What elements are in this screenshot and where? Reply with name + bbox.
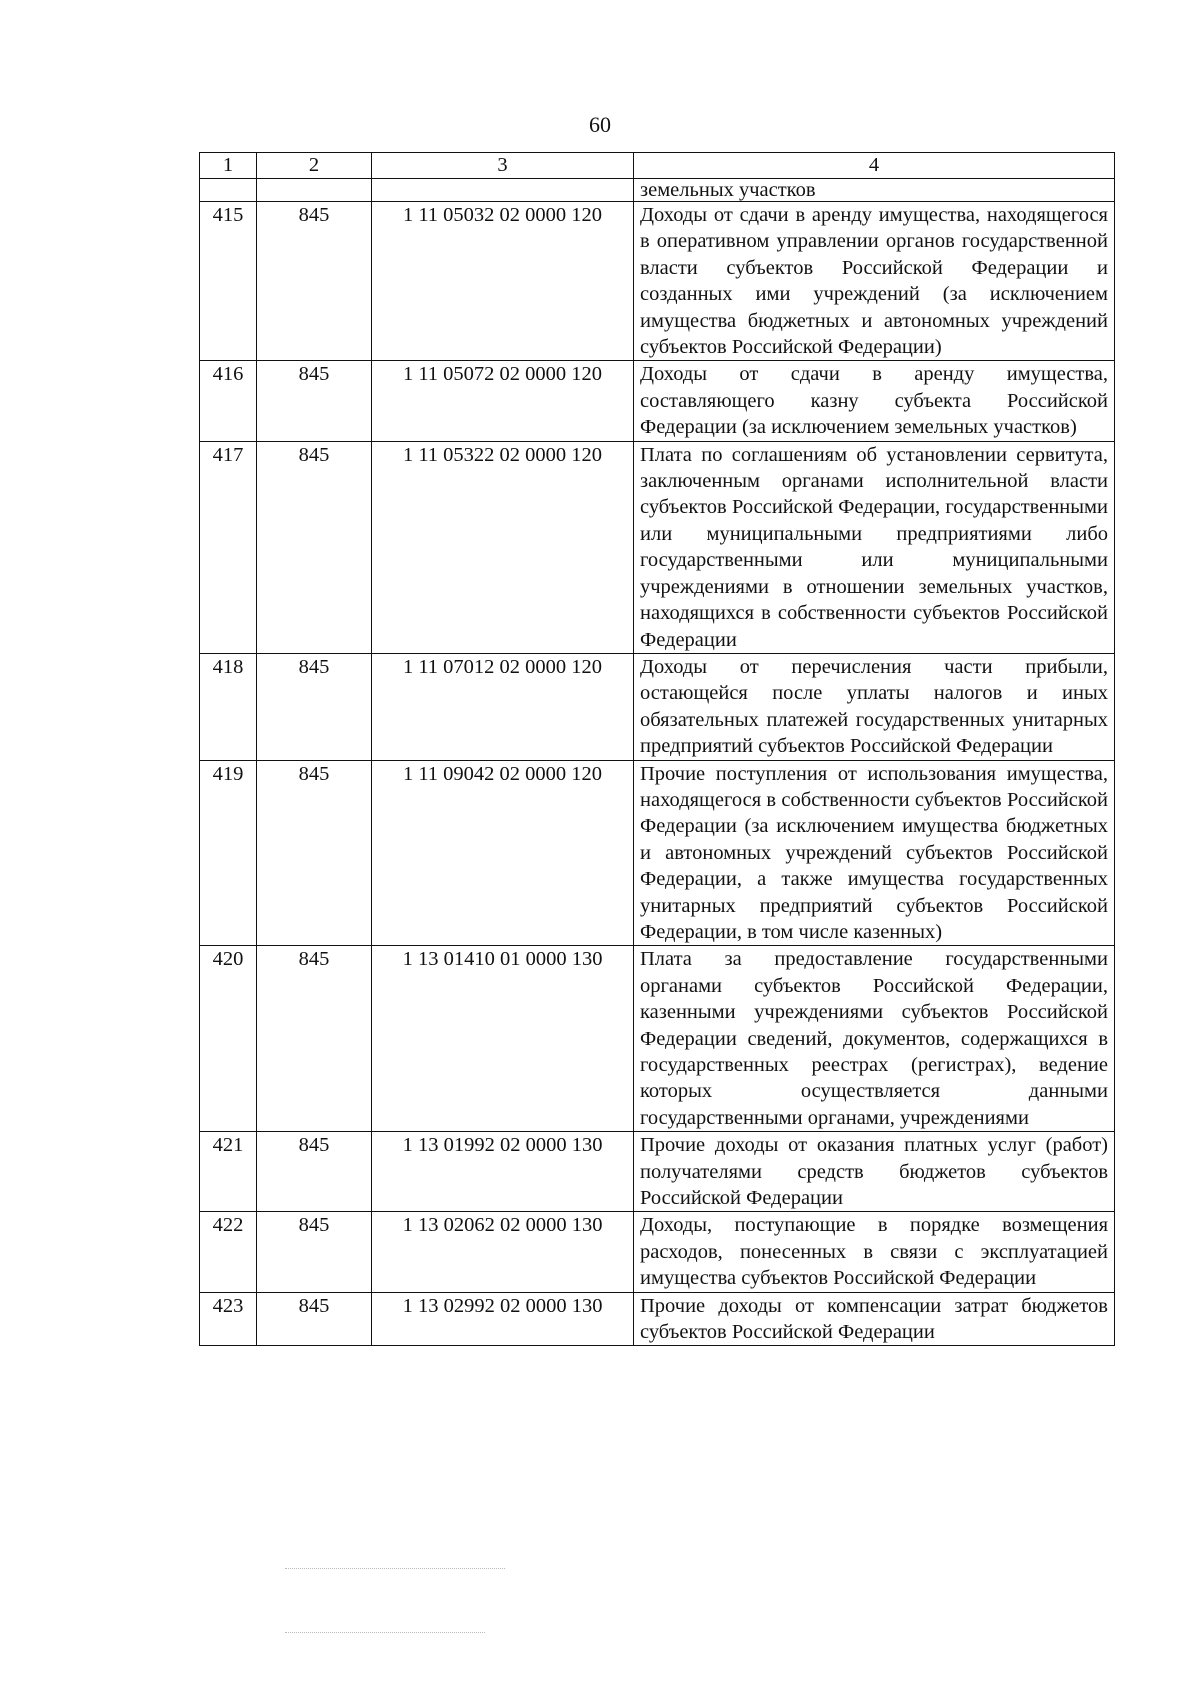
- table-row: [200, 361, 1115, 441]
- row-number: 419: [200, 760, 257, 946]
- column-header-2: 2: [257, 153, 372, 179]
- admin-code: 845: [257, 441, 372, 653]
- income-name: Доходы от перечисления части прибыли, остающейся после уплаты налогов и иных обязательных платежей государственных унитарных предприятий субъектов Российской Федерации: [634, 653, 1115, 760]
- table-row: [200, 946, 1115, 1132]
- income-code: 1 13 02992 02 0000 130: [372, 1292, 634, 1346]
- table-row: [200, 202, 1115, 361]
- income-name: Плата по соглашениям об установлении сервитута, заключенным органами исполнительной власти субъектов Российской Федерации, государственными или муниципальными предприятиями либо государственными или муниципальными учреждениями в отношении земельных участков, находящихся в собственности субъектов Российской Федерации: [634, 441, 1115, 653]
- table-row: [200, 760, 1115, 946]
- table-row: [200, 441, 1115, 653]
- admin-code: 845: [257, 1292, 372, 1346]
- admin-code: 845: [257, 946, 372, 1132]
- income-code: 1 13 01992 02 0000 130: [372, 1132, 634, 1212]
- admin-code: 845: [257, 1132, 372, 1212]
- income-name: Прочие доходы от оказания платных услуг (работ) получателями средств бюджетов субъектов Российской Федерации: [634, 1132, 1115, 1212]
- scan-artifact: [285, 1632, 485, 1633]
- income-code: 1 11 05032 02 0000 120: [372, 202, 634, 361]
- income-codes-table: [199, 152, 1115, 1346]
- income-code: 1 13 01410 01 0000 130: [372, 946, 634, 1132]
- income-code: 1 11 05072 02 0000 120: [372, 361, 634, 441]
- income-name: Прочие доходы от компенсации затрат бюджетов субъектов Российской Федерации: [634, 1292, 1115, 1346]
- income-name: Доходы от сдачи в аренду имущества, составляющего казну субъекта Российской Федерации (за исключением земельных участков): [634, 361, 1115, 441]
- row-number: 421: [200, 1132, 257, 1212]
- table-row: [200, 653, 1115, 760]
- table-row: [200, 1292, 1115, 1346]
- income-code: 1 13 02062 02 0000 130: [372, 1212, 634, 1292]
- header-row: [200, 153, 1115, 179]
- empty-cell: [257, 179, 372, 202]
- income-name: Доходы от сдачи в аренду имущества, находящегося в оперативном управлении органов государственной власти субъектов Российской Федерации и созданных ими учреждений (за исключением имущества бюджетных и автономных учреждений субъектов Российской Федерации): [634, 202, 1115, 361]
- income-code: 1 11 07012 02 0000 120: [372, 653, 634, 760]
- admin-code: 845: [257, 760, 372, 946]
- row-number: 420: [200, 946, 257, 1132]
- empty-cell: [372, 179, 634, 202]
- scan-artifact: [285, 1568, 505, 1569]
- income-code: 1 11 05322 02 0000 120: [372, 441, 634, 653]
- row-number: 416: [200, 361, 257, 441]
- column-header-4: 4: [634, 153, 1115, 179]
- continuation-text: земельных участков: [634, 179, 1115, 202]
- income-name: Доходы, поступающие в порядке возмещения расходов, понесенных в связи с эксплуатацией имущества субъектов Российской Федерации: [634, 1212, 1115, 1292]
- column-header-3: 3: [372, 153, 634, 179]
- row-number: 422: [200, 1212, 257, 1292]
- continuation-row: [200, 179, 1115, 202]
- admin-code: 845: [257, 653, 372, 760]
- admin-code: 845: [257, 202, 372, 361]
- row-number: 417: [200, 441, 257, 653]
- page-number: 60: [589, 112, 611, 137]
- row-number: 415: [200, 202, 257, 361]
- income-name: Прочие поступления от использования имущества, находящегося в собственности субъектов Российской Федерации (за исключением имущества бюджетных и автономных учреждений субъектов Российской Федерации, а также имущества государственных унитарных предприятий субъектов Российской Федерации, в том числе казенных): [634, 760, 1115, 946]
- admin-code: 845: [257, 361, 372, 441]
- row-number: 423: [200, 1292, 257, 1346]
- table-row: [200, 1212, 1115, 1292]
- table-row: [200, 1132, 1115, 1212]
- income-name: Плата за предоставление государственными органами субъектов Российской Федерации, казенными учреждениями субъектов Российской Федерации сведений, документов, содержащихся в государственных реестрах (регистрах), ведение которых осуществляется данными государственными органами, учреждениями: [634, 946, 1115, 1132]
- empty-cell: [200, 179, 257, 202]
- column-header-1: 1: [200, 153, 257, 179]
- row-number: 418: [200, 653, 257, 760]
- admin-code: 845: [257, 1212, 372, 1292]
- income-code: 1 11 09042 02 0000 120: [372, 760, 634, 946]
